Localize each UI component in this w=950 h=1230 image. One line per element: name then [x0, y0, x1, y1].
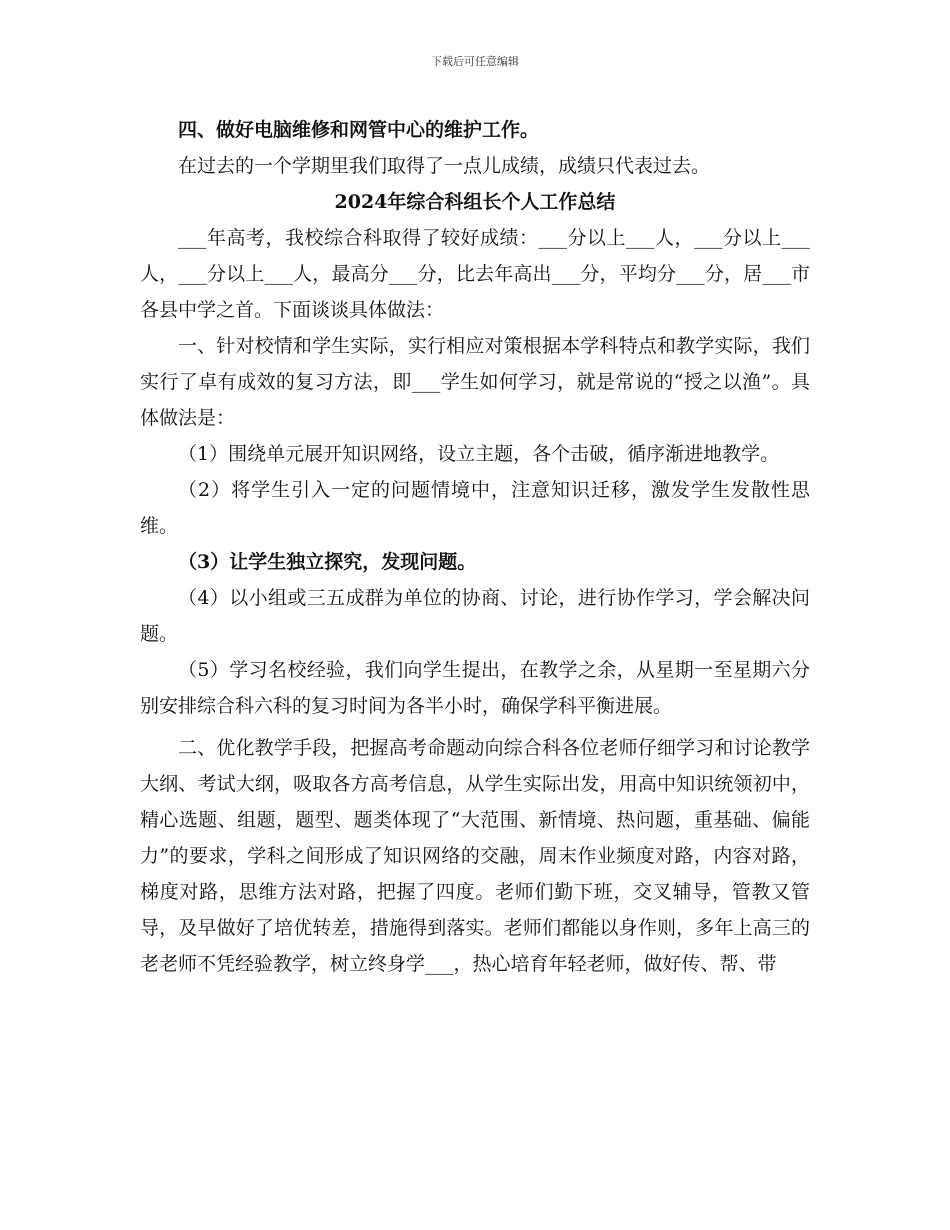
list-item: （2）将学生引入一定的问题情境中，注意知识迁移，激发学生发散性思维。 — [140, 479, 810, 537]
paragraph: ___年高考，我校综合科取得了较好成绩：___分以上___人，___分以上___人，___分以上___人，最高分___分，比去年高出___分，平均分___分，居___市各县中学之首。下面谈谈具体做法： — [140, 227, 810, 321]
document-title: 2024年综合科组长个人工作总结 — [334, 191, 616, 213]
list-item: （3）让学生独立探究，发现问题。 — [178, 551, 477, 573]
list-item: （4）以小组或三五成群为单位的协商、讨论，进行协作学习，学会解决问题。 — [140, 587, 810, 645]
section-heading-1: 一、针对校情和学生实际，实行相应对策根据本学科特点和教学实际，我们实行了卓有成效的复习方法，即___学生如何学习，就是常说的“授之以渔”。具体做法是： — [140, 335, 810, 429]
page-header: 下载后可任意编辑 — [431, 55, 519, 68]
document-body — [140, 112, 810, 982]
paragraph: 在过去的一个学期里我们取得了一点儿成绩，成绩只代表过去。 — [178, 155, 711, 177]
list-item: （5）学习名校经验，我们向学生提出，在教学之余，从星期一至星期六分别安排综合科六科的复习时间为各半小时，确保学科平衡进展。 — [140, 659, 810, 717]
section-heading-2: 二、优化教学手段，把握高考命题动向综合科各位老师仔细学习和讨论教学大纲、考试大纲，吸取各方高考信息，从学生实际出发，用高中知识统领初中，精心选题、组题，题型、题类体现了“大范围、新情境、热问题，重基础、偏能力”的要求，学科之间形成了知识网络的交融，周末作业频度对路，内容对路，梯度对路，思维方法对路，把握了四度。老师们勤下班，交叉辅导，管教又管导，及早做好了培优转差，措施得到落实。老师们都能以身作则，多年上高三的老老师不凭经验教学，树立终身学___，热心培育年轻老师，做好传、帮、带 — [140, 737, 810, 975]
section-heading-4: 四、做好电脑维修和网管中心的维护工作。 — [178, 119, 540, 141]
list-item: （1）围绕单元展开知识网络，设立主题，各个击破，循序渐进地教学。 — [178, 443, 780, 465]
